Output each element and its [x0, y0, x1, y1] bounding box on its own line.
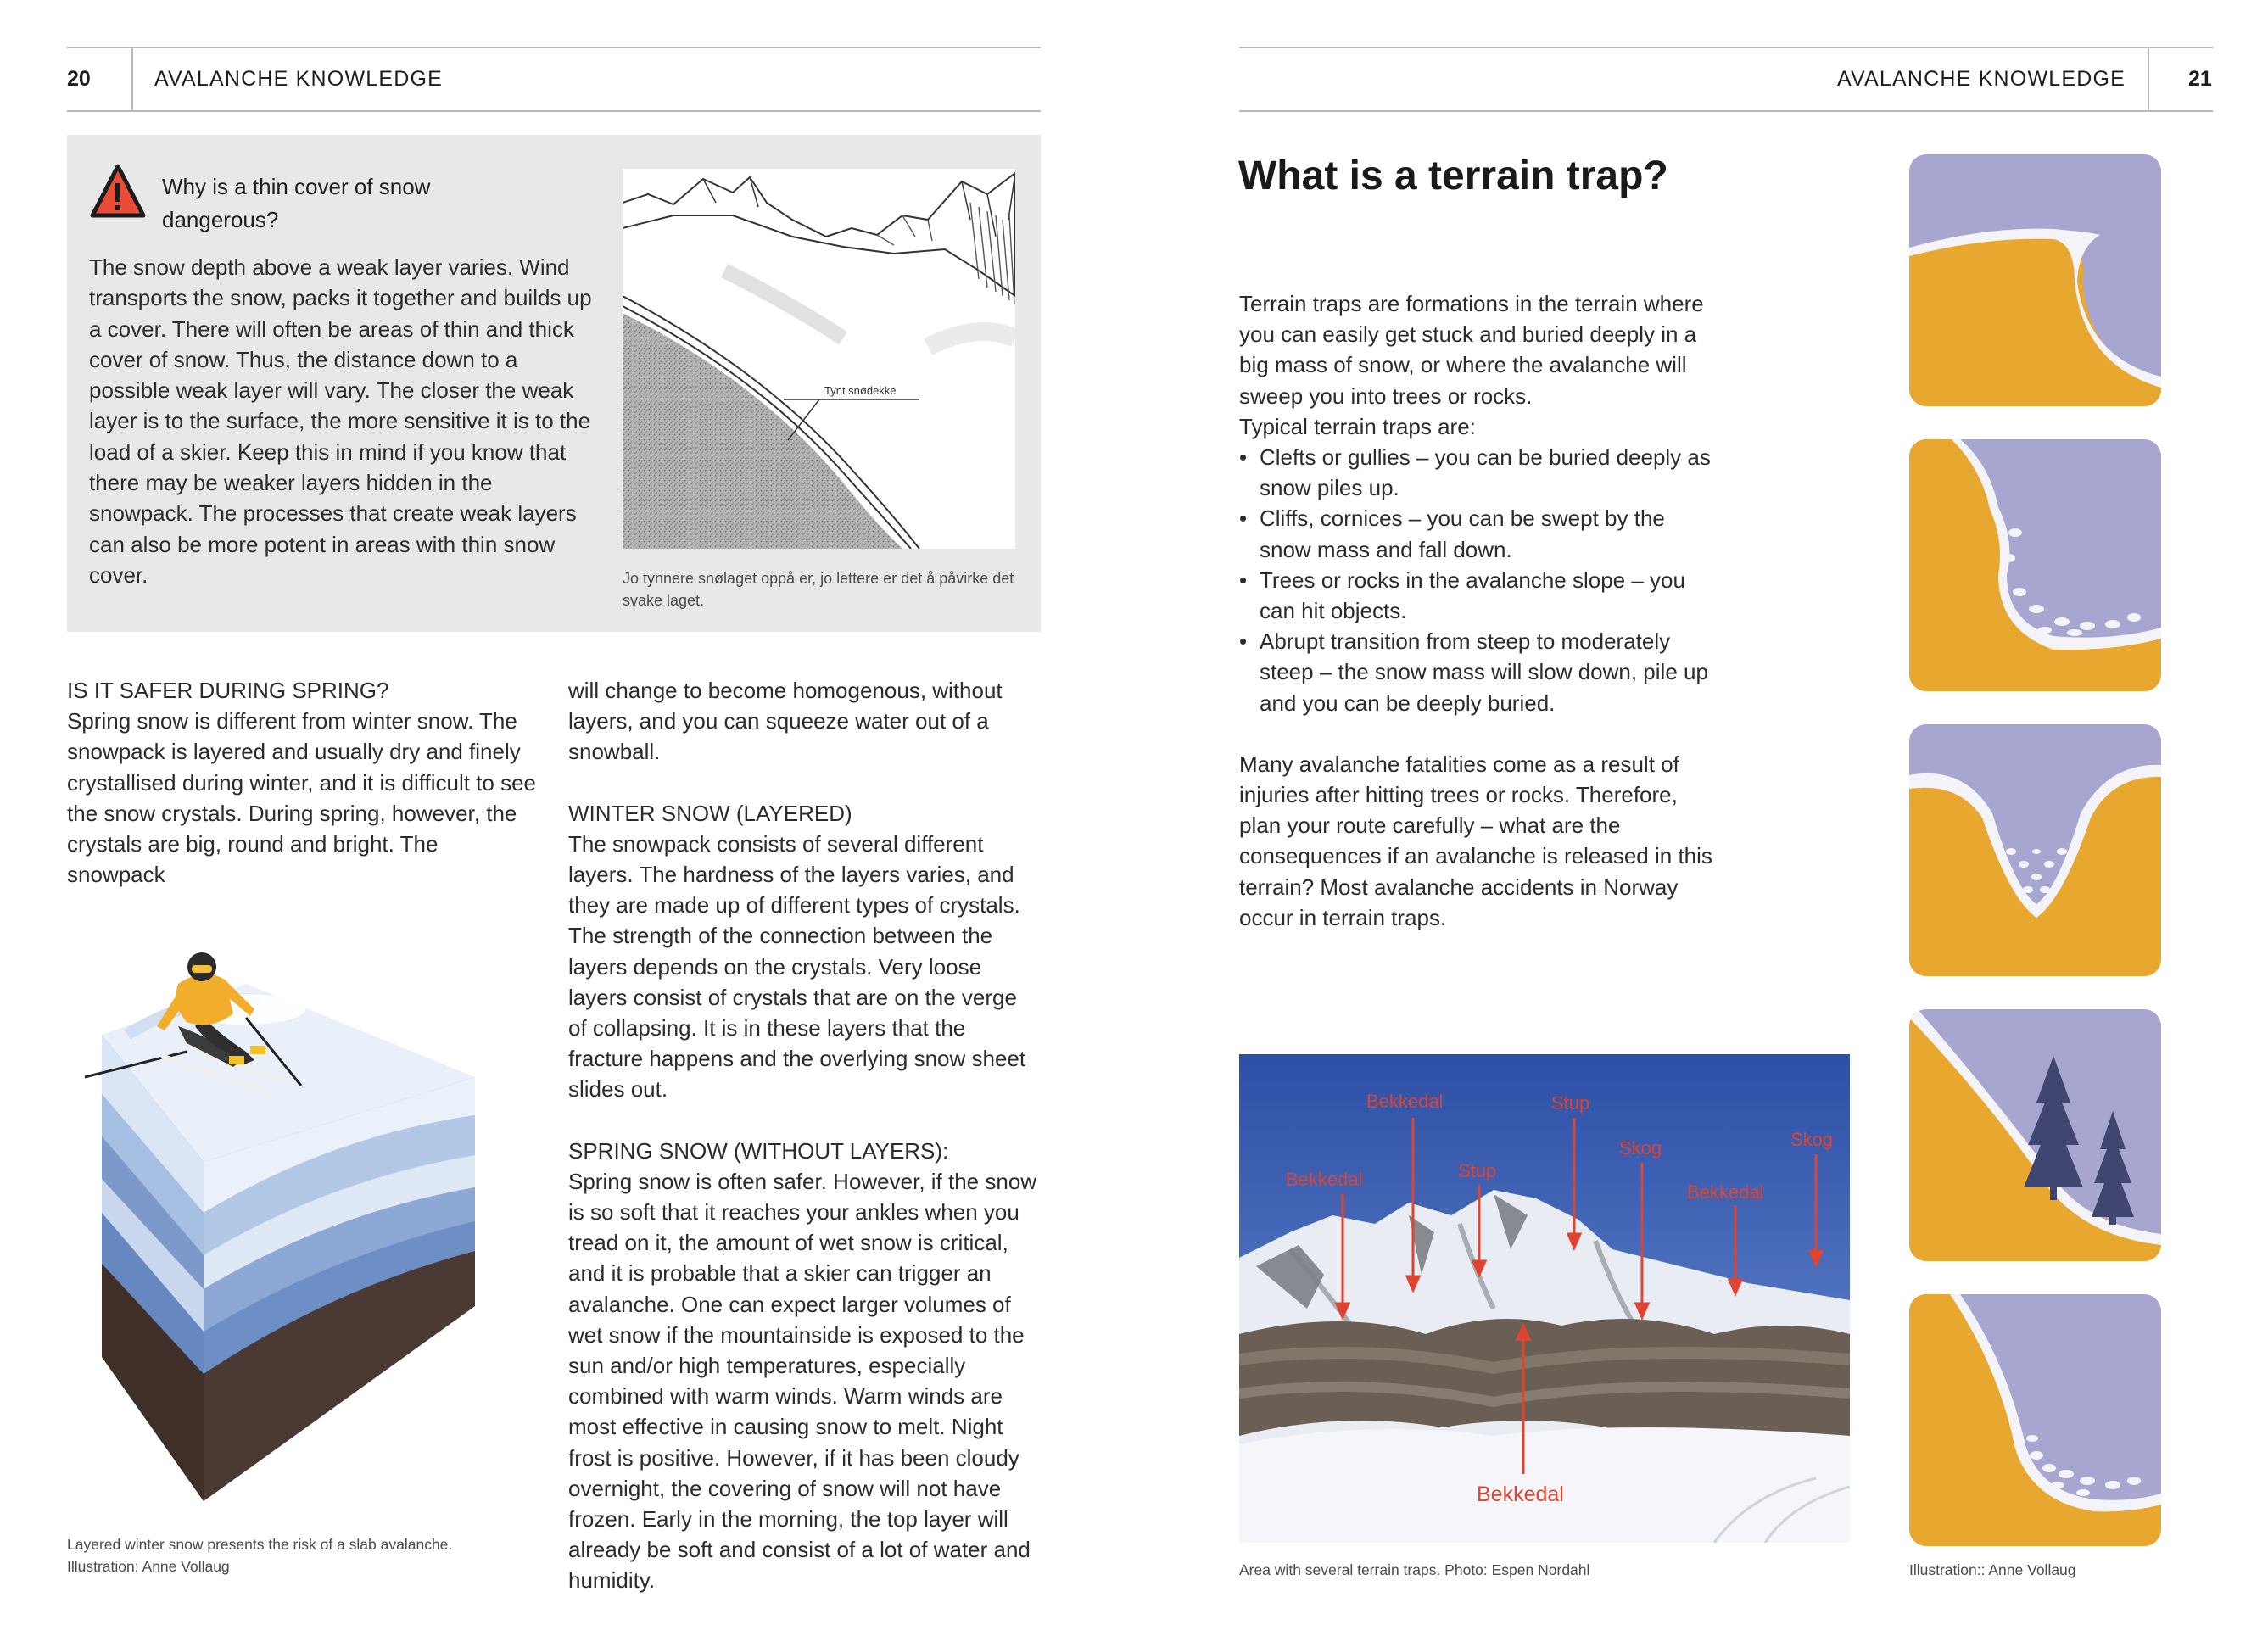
spring-snow-heading: SPRING SNOW (WITHOUT LAYERS): — [568, 1137, 949, 1164]
header-divider-right — [2148, 47, 2149, 110]
photo-label: Bekkedal — [1286, 1169, 1363, 1190]
spring-intro-continued: will change to become homogenous, without layers, and you can squeeze water out of a snowball. — [568, 678, 1003, 765]
photo-label: Stup — [1551, 1092, 1590, 1114]
page-title: What is a terrain trap? — [1238, 154, 1668, 198]
gully-trap-illustration — [1909, 724, 2161, 976]
photo-label: Bekkedal — [1687, 1181, 1764, 1203]
terrain-photo — [1239, 1054, 1850, 1543]
closing-paragraph: Many avalanche fatalities come as a result of injuries after hitting trees or rocks. Therefore, plan your route carefully – what are the consequences if an avalanche is released in this terrain? Most avalanche accidents in Norway occur in terrain traps. — [1239, 751, 1712, 930]
header-rule-bottom — [67, 110, 1041, 112]
cliff-trap-illustration — [1909, 439, 2161, 691]
header-divider — [131, 47, 133, 110]
info-box-question: Why is a thin cover of snow dangerous? — [162, 174, 431, 232]
list-item: • Trees or rocks in the avalanche slope – you can hit objects. — [1239, 565, 1714, 626]
photo-label: Bekkedal — [1477, 1482, 1564, 1506]
illustration-caption — [67, 1533, 542, 1577]
header-rule-top-right — [1239, 47, 2213, 48]
spring-snow-body: Spring snow is often safer. However, if the snow is so soft that it reaches your ankles when you tread on it, the amount of wet snow is critical, and it is probable that a skier can trigger an avalanche. One can expect larger volumes of wet snow if the mountainside is exposed to the sun and/or high temperatures, especially combined with warm winds. Warm winds are most effective in causing snow to melt. Night frost is positive. However, if it has been cloudy overnight, the covering of snow will not have frozen. Early in the morning, the top layer will already be soft and consist of a lot of water and humidity. — [568, 1168, 1037, 1594]
illustration-caption-line-2: Illustration: Anne Vollaug — [67, 1558, 230, 1575]
sketch-caption: Jo tynnere snølaget oppå er, jo lettere er det å påvirke det svake laget. — [623, 570, 1014, 609]
winter-heading: WINTER SNOW (LAYERED) — [568, 800, 852, 826]
illustration-caption-line-1: Layered winter snow presents the risk of a slab avalanche. — [67, 1536, 453, 1553]
terrain-intro: Terrain traps are formations in the terrain where you can easily get stuck and buried deeply in a big mass of snow, or where the avalanche will sweep you into trees or rocks. — [1239, 291, 1704, 409]
thin-snow-sketch — [623, 169, 1015, 549]
photo-caption: Area with several terrain traps. Photo: Espen Nordahl — [1239, 1561, 1590, 1578]
warning-triangle-icon — [89, 163, 147, 219]
running-head-right: AVALANCHE KNOWLEDGE — [1837, 67, 2126, 91]
header-rule-top — [67, 47, 1041, 48]
photo-label: Stup — [1458, 1160, 1497, 1181]
spring-intro: Spring snow is different from winter snow. The snowpack is layered and usually dry and finely crystallised during winter, and it is difficult to see the snow crystals. During spring, however, the crystals are big, round and bright. The snowpack — [67, 708, 537, 888]
page-number: 20 — [67, 67, 91, 91]
trees-trap-illustration — [1909, 1009, 2161, 1261]
spring-intro-column — [67, 675, 542, 890]
info-box — [67, 135, 1041, 632]
photo-label: Bekkedal — [1366, 1091, 1444, 1112]
sketch-label: Tynt snødekke — [824, 384, 897, 397]
info-box-body: The snow depth above a weak layer varies. Wind transports the snow, packs it together and builds up a cover. There will often be areas of thin and thick cover of snow. Thus, the distance down to a possible weak layer will vary. The closer the weak layer is to the surface, the more sensitive it is to the load of a skier. Keep this in mind if you know that there may be weaker layers hidden in the snowpack. The processes that create weak layers can also be more potent in areas with thin snow cover. — [89, 254, 592, 588]
photo-label: Skog — [1790, 1129, 1834, 1150]
header-rule-bottom-right — [1239, 110, 2213, 112]
list-intro: Typical terrain traps are: — [1239, 413, 1476, 439]
spring-heading: IS IT SAFER DURING SPRING? — [67, 678, 389, 703]
running-head: AVALANCHE KNOWLEDGE — [154, 67, 443, 91]
list-item: • Clefts or gullies – you can be buried deeply as snow piles up. — [1239, 442, 1714, 503]
winter-body: The snowpack consists of several different layers. The hardness of the layers varies, and they are made up of different types of crystals. The strength of the connection between the layers depends on the crystals. Very loose layers consist of crystals that are on the verge of collapsing. It is in these layers that the fracture happens and the overlying snow sheet slides out. — [568, 830, 1026, 1103]
cornice-trap-illustration — [1909, 154, 2161, 406]
layered-snowpack-illustration — [76, 933, 517, 1518]
photo-label: Skog — [1619, 1137, 1662, 1159]
transition-trap-illustration — [1909, 1294, 2161, 1546]
list-item: • Cliffs, cornices – you can be swept by the snow mass and fall down. — [1239, 503, 1714, 564]
terrain-trap-text — [1239, 288, 1714, 933]
tiles-caption: Illustration:: Anne Vollaug — [1909, 1561, 2076, 1578]
list-item: • Abrupt transition from steep to moderately steep – the snow mass will slow down, pile up and you can be deeply buried. — [1239, 626, 1714, 718]
page-number-right: 21 — [2188, 67, 2212, 91]
snow-types-column — [568, 675, 1041, 1596]
terrain-trap-list — [1239, 442, 1714, 718]
